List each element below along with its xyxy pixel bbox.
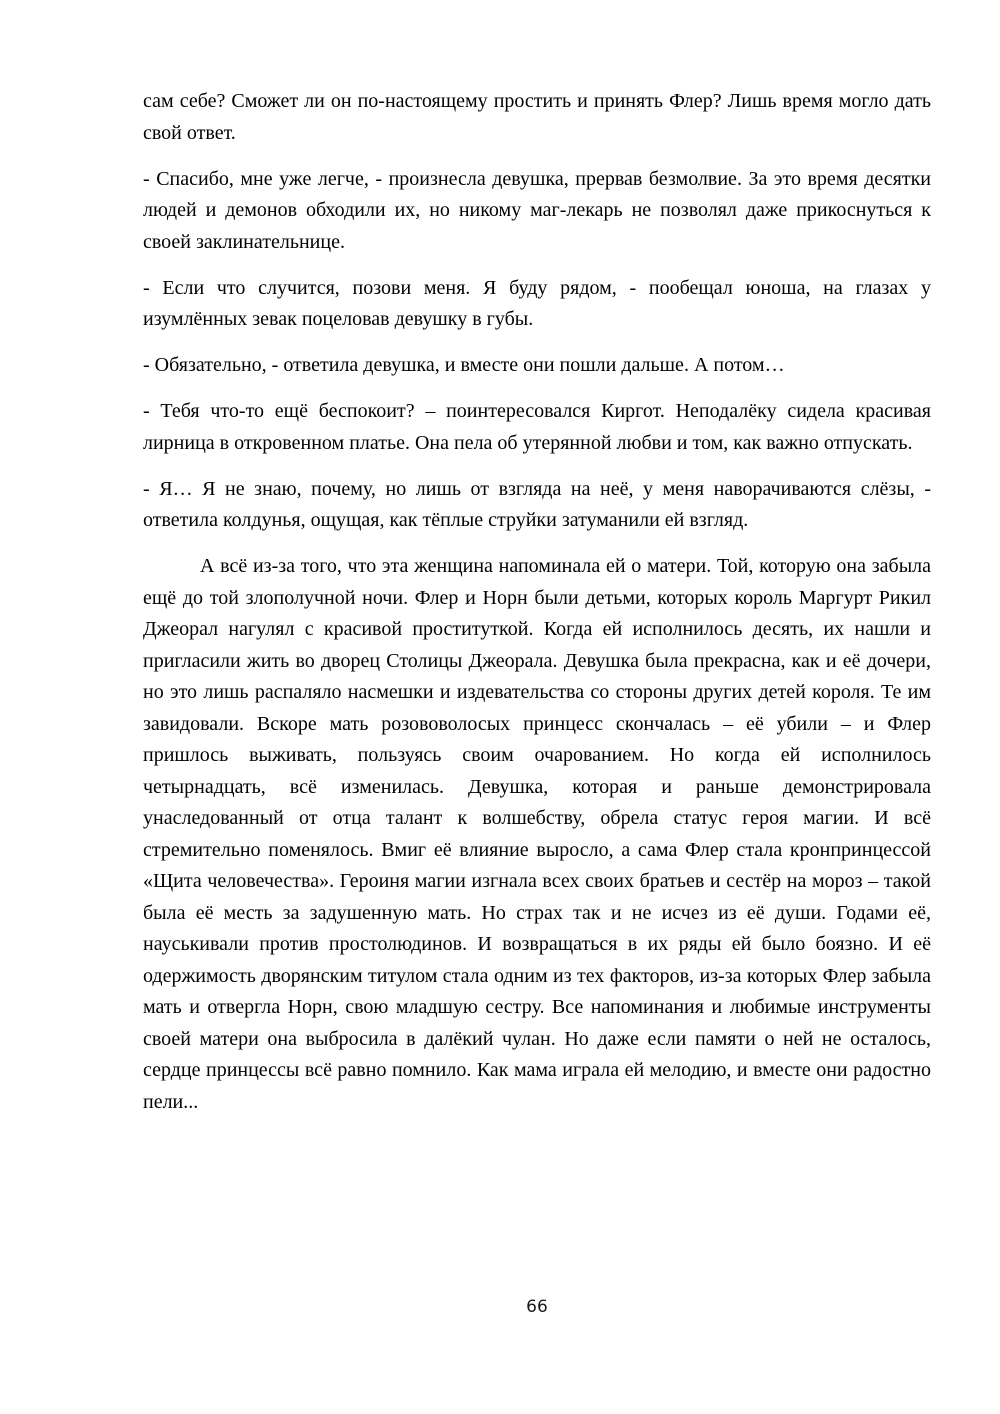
paragraph: - Спасибо, мне уже легче, - произнесла девушка, прервав безмолвие. За это время десятки людей и демонов обходили их, но никому маг-лекарь не позволял даже прикоснуться к своей заклинательнице. [143, 167, 931, 253]
paragraph: А всё из-за того, что эта женщина напоминала ей о матери. Той, которую она забыла ещё до той злополучной ночи. Флер и Норн были детьми, которых король Маргурт Рикил Джеорал нагулял с красивой проституткой. Когда ей исполнилось десять, их нашли и пригласили жить во дворец Столицы Джеорала. Девушка была прекрасна, как и её дочери, но это лишь распаляло насмешки и издевательства со стороны других детей короля. Те им завидовали. Вскоре мать розововолосых принцесс скончалась – её убили – и Флер пришлось выживать, пользуясь своим очарованием. Но когда ей исполнилось четырнадцать, всё изменилась. Девушка, которая и раньше демонстрировала унаследованный от отца талант к волшебству, обрела статус героя магии. И всё стремительно поменялось. Вмиг её влияние выросло, а сама Флер стала кронпринцессой «Щита человечества». Героиня магии изгнала всех своих братьев и сестёр на мороз – такой была её месть за задушенную мать. Но страх так и не исчез из её души. Годами её, науськивали против простолюдинов. И возвращаться в их ряды ей было боязно. И её одержимость дворянским титулом стала одним из тех факторов, из-за которых Флер забыла мать и отвергла Норн, свою младшую сестру. Все напоминания и любимые инструменты своей матери она выбросила в далёкий чулан. Но даже если памяти о ней не осталось, сердце принцессы всё равно помнило. Как мама играла ей мелодию, и вместе они радостно пели... [143, 555, 931, 1113]
paragraph: сам себе? Сможет ли он по-настоящему простить и принять Флер? Лишь время могло дать свой ответ. [143, 90, 931, 144]
paragraph: - Обязательно, - ответила девушка, и вместе они пошли дальше. А потом… [143, 354, 785, 376]
paragraph: - Я… Я не знаю, почему, но лишь от взгляда на неё, у меня наворачиваются слёзы, - ответила колдунья, ощущая, как тёплые струйки затуманили ей взгляд. [143, 477, 931, 531]
page-number: 66 [526, 1297, 548, 1317]
paragraph: - Если что случится, позови меня. Я буду рядом, - пообещал юноша, на глазах у изумлённых зевак поцеловав девушку в губы. [143, 276, 931, 330]
paragraph: - Тебя что-то ещё беспокоит? – поинтересовался Киргот. Неподалёку сидела красивая лирница в откровенном платье. Она пела об утерянной любви и том, как важно отпускать. [143, 400, 931, 454]
text-body [143, 86, 931, 1133]
